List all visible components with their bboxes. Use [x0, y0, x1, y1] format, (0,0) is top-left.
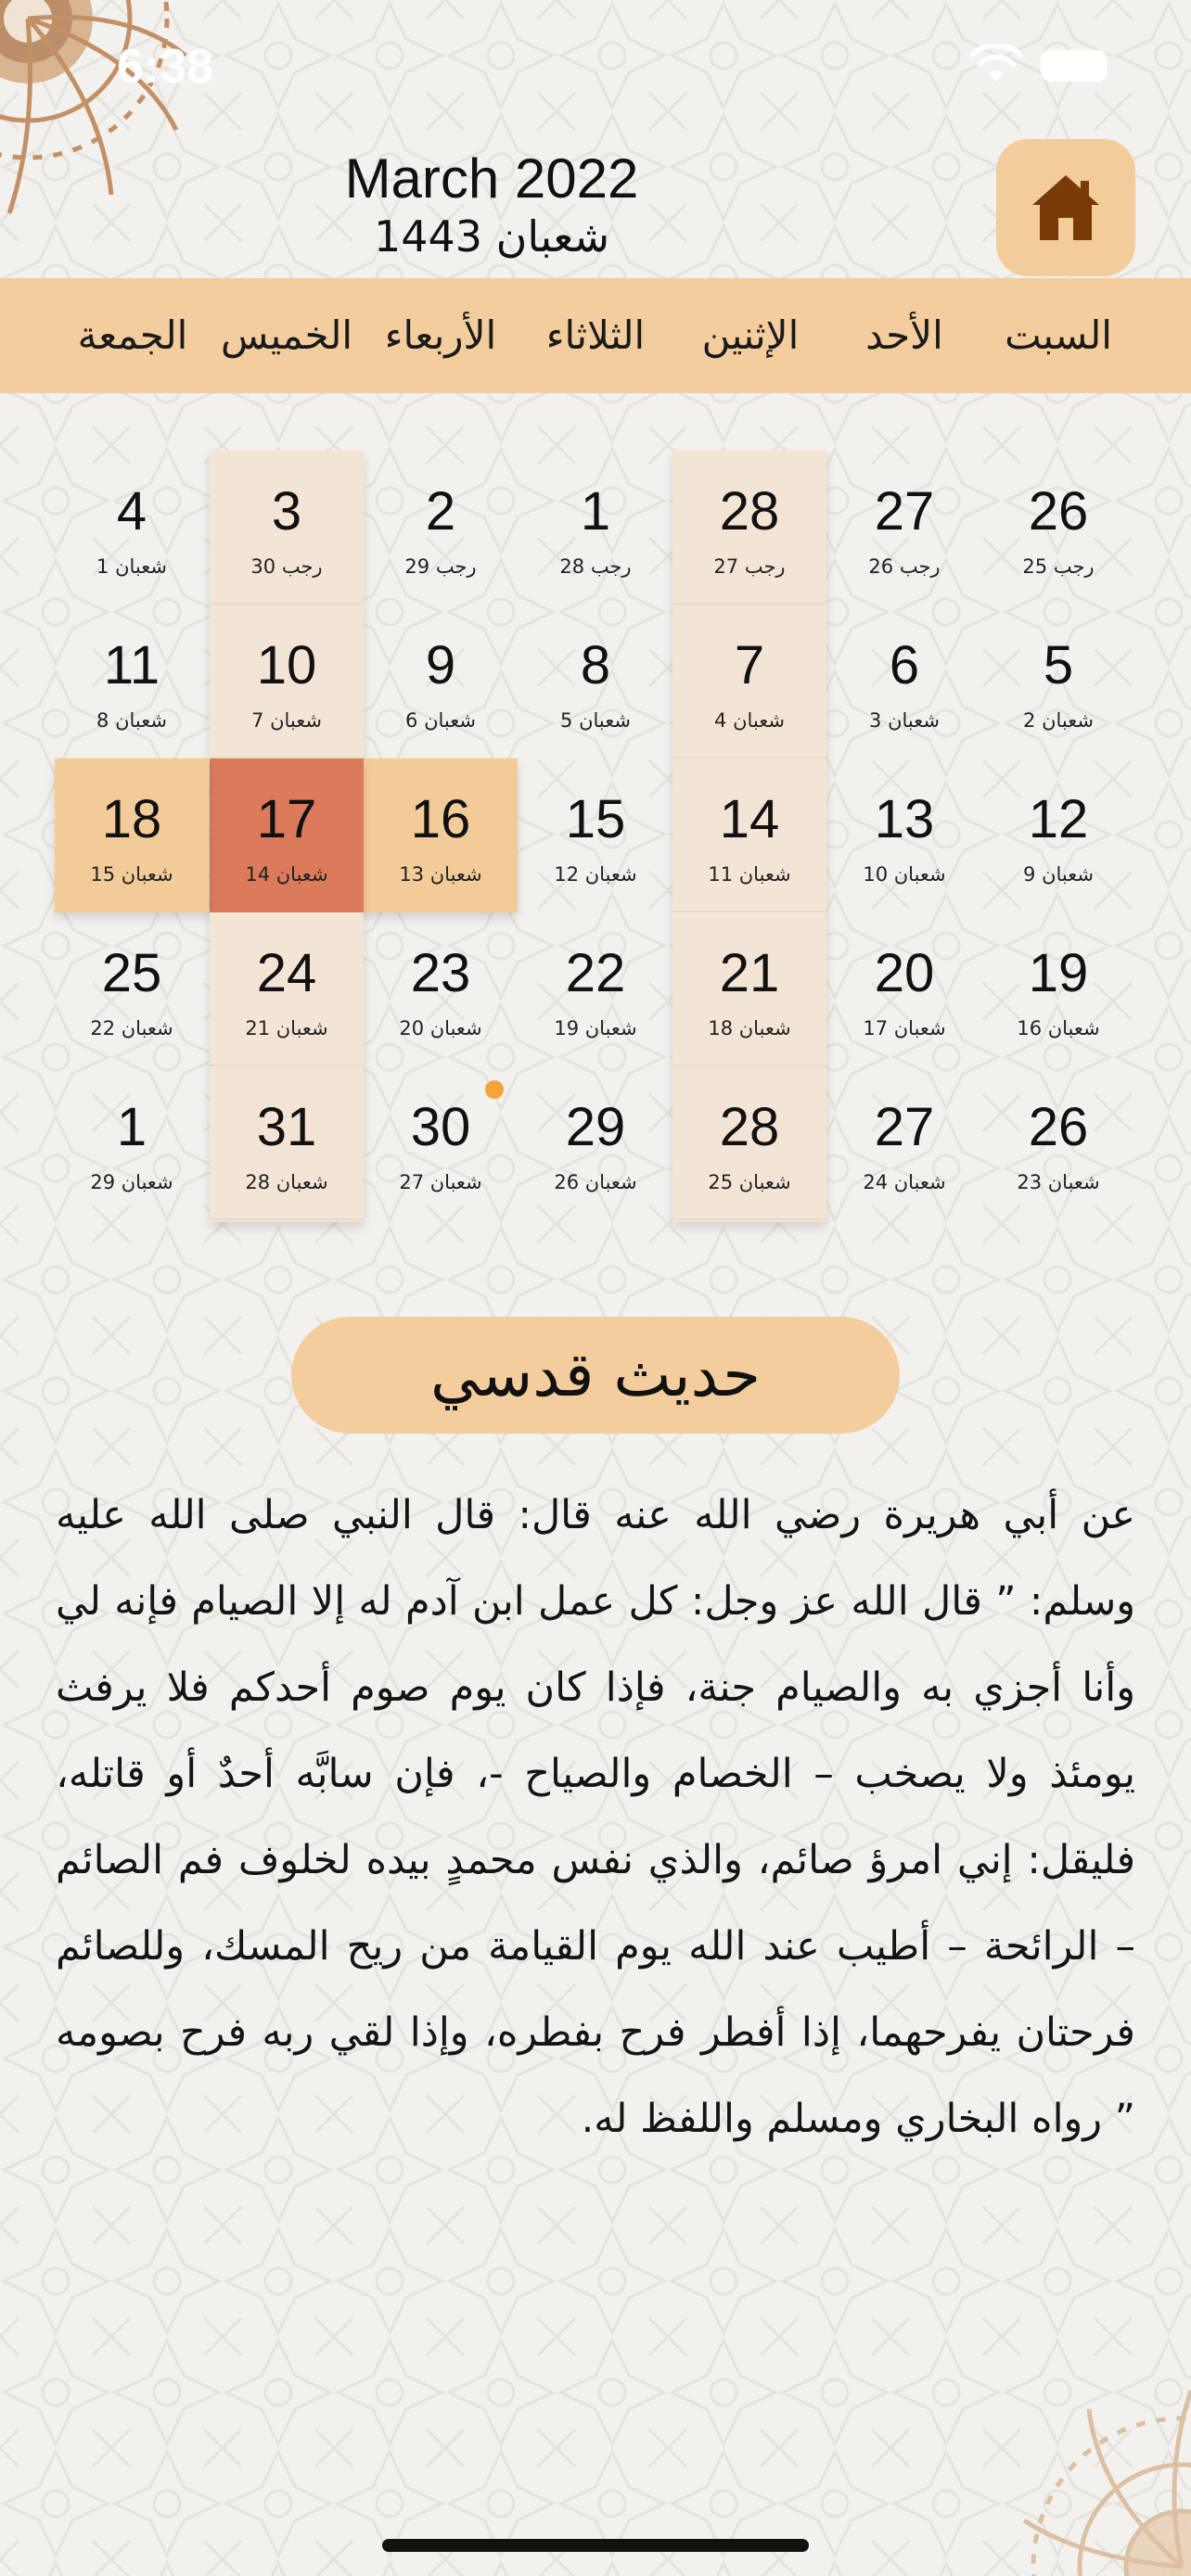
- day-cell[interactable]: [55, 605, 209, 759]
- day-cell[interactable]: [210, 605, 364, 759]
- hijri-day: 28 رجب: [559, 555, 632, 578]
- hijri-day: 29 شعبان: [90, 1171, 173, 1193]
- hadith-text: عن أبي هريرة رضي الله عنه قال: قال النبي صلى الله عليه وسلم: ” قال الله عز وجل: كل عمل ابن آدم له إلا الصيام فإنه لي وأنا أجزي به والصيام جنة، فإذا كان يوم صوم أحدكم فلا يرفث يومئذ ولا يصخب – الخصام والصياح -، فإن سابَّه أحدٌ أو قاتله، فليقل: إني امرؤ صائم، والذي نفس محمدٍ بيده لخلوف فم الصائم – الرائحة – أطيب عند الله يوم القيامة من ريح المسك، وللصائم فرحتان يفرحهما، إذا أفطر فرح بفطره، وإذا لقي ربه فرح بصومه ” رواه البخاري ومسلم واللفظ له.: [56, 1492, 1135, 2142]
- hijri-day: 1 شعبان: [96, 555, 167, 578]
- gregorian-day: 11: [103, 635, 160, 695]
- hijri-day: 19 شعبان: [554, 1017, 637, 1039]
- gregorian-day: 18: [101, 789, 162, 849]
- home-icon: [1031, 172, 1101, 244]
- gregorian-day: 19: [1028, 943, 1089, 1003]
- hijri-day: 18 شعبان: [708, 1017, 791, 1039]
- day-cell[interactable]: [981, 451, 1135, 605]
- gregorian-day: 26: [1028, 1097, 1089, 1157]
- weekday-sun: الأحد: [865, 312, 943, 358]
- day-cell[interactable]: [672, 451, 826, 605]
- hijri-day: 24 شعبان: [863, 1171, 946, 1193]
- hijri-month-title: شعبان 1443: [373, 211, 610, 261]
- gregorian-day: 31: [256, 1097, 317, 1157]
- weekday-sat: السبت: [1005, 312, 1112, 358]
- gregorian-day: 9: [425, 635, 456, 695]
- gregorian-day: 10: [256, 635, 317, 695]
- day-cell[interactable]: [827, 912, 981, 1066]
- gregorian-day: 29: [565, 1097, 626, 1157]
- weekday-fri: الجمعة: [77, 312, 188, 358]
- gregorian-day: 25: [101, 943, 162, 1003]
- gregorian-day: 20: [874, 943, 935, 1003]
- gregorian-day: 17: [256, 789, 317, 849]
- home-button[interactable]: [996, 139, 1135, 276]
- day-cell[interactable]: [519, 912, 672, 1066]
- corner-mandala-bottom-right: [950, 2335, 1191, 2576]
- gregorian-day: 28: [719, 481, 780, 542]
- gregorian-day: 28: [719, 1097, 780, 1157]
- battery-icon: [1041, 50, 1108, 82]
- day-cell-today[interactable]: [210, 759, 364, 912]
- day-cell[interactable]: [827, 759, 981, 912]
- gregorian-day: 30: [410, 1097, 471, 1157]
- wifi-icon: [970, 45, 1022, 85]
- day-cell[interactable]: [55, 1066, 209, 1220]
- hijri-day: 9 شعبان: [1023, 863, 1094, 886]
- gregorian-day: 27: [874, 481, 935, 542]
- gregorian-day: 8: [580, 635, 611, 695]
- day-cell[interactable]: [827, 1066, 981, 1220]
- status-time: 6:38: [117, 40, 214, 94]
- gregorian-day: 21: [719, 943, 780, 1003]
- day-cell[interactable]: [519, 759, 672, 912]
- hijri-day: 13 شعبان: [399, 863, 482, 886]
- hijri-day: 7 شعبان: [251, 709, 322, 732]
- gregorian-day: 16: [410, 789, 471, 849]
- day-cell[interactable]: [672, 759, 826, 912]
- day-cell[interactable]: [672, 912, 826, 1066]
- hijri-day: 16 شعبان: [1017, 1017, 1100, 1039]
- month-title: March 2022: [344, 147, 639, 210]
- gregorian-day: 27: [874, 1097, 935, 1157]
- day-cell[interactable]: [210, 912, 364, 1066]
- day-cell-highlighted[interactable]: [364, 759, 518, 912]
- event-marker-dot: [485, 1080, 504, 1099]
- gregorian-day: 22: [565, 943, 626, 1003]
- hijri-day: 29 رجب: [404, 555, 477, 578]
- status-bar: [0, 0, 1191, 130]
- weekday-header: [0, 278, 1191, 393]
- gregorian-day: 23: [410, 943, 471, 1003]
- hijri-day: 8 شعبان: [96, 709, 167, 732]
- weekday-mon: الإثنين: [701, 312, 800, 358]
- hijri-day: 2 شعبان: [1023, 709, 1094, 732]
- day-cell[interactable]: [672, 605, 826, 759]
- hijri-day: 27 شعبان: [399, 1171, 482, 1193]
- gregorian-day: 5: [1043, 635, 1074, 695]
- weekday-tue: الثلاثاء: [545, 312, 646, 358]
- gregorian-day: 12: [1028, 789, 1089, 849]
- hijri-day: 20 شعبان: [399, 1017, 482, 1039]
- hadith-title-pill: حديث قدسي: [291, 1317, 900, 1434]
- hijri-day: 25 رجب: [1022, 555, 1095, 578]
- hijri-day: 28 شعبان: [245, 1171, 328, 1193]
- home-indicator[interactable]: [382, 2539, 809, 2552]
- day-cell[interactable]: [981, 759, 1135, 912]
- hijri-day: 27 رجب: [713, 555, 786, 578]
- gregorian-day: 13: [874, 789, 935, 849]
- hijri-day: 23 شعبان: [1017, 1171, 1100, 1193]
- day-cell[interactable]: [672, 1066, 826, 1220]
- weekday-wed: الأربعاء: [384, 312, 497, 358]
- day-cell-highlighted[interactable]: [55, 759, 209, 912]
- hijri-day: 30 رجب: [250, 555, 323, 578]
- gregorian-day: 3: [271, 481, 302, 542]
- gregorian-day: 26: [1028, 481, 1089, 542]
- gregorian-day: 4: [116, 481, 147, 542]
- day-cell[interactable]: [981, 1066, 1135, 1220]
- weekday-thu: الخميس: [220, 312, 353, 358]
- day-cell[interactable]: [827, 451, 981, 605]
- hijri-day: 5 شعبان: [560, 709, 631, 732]
- hijri-day: 10 شعبان: [863, 863, 946, 886]
- hijri-day: 3 شعبان: [869, 709, 940, 732]
- gregorian-day: 14: [719, 789, 780, 849]
- gregorian-day: 7: [734, 635, 765, 695]
- day-cell[interactable]: [519, 451, 672, 605]
- gregorian-day: 15: [565, 789, 626, 849]
- day-cell[interactable]: [981, 605, 1135, 759]
- hijri-day: 12 شعبان: [554, 863, 637, 886]
- hijri-day: 15 شعبان: [90, 863, 173, 886]
- hijri-day: 6 شعبان: [405, 709, 476, 732]
- hijri-day: 22 شعبان: [90, 1017, 173, 1039]
- hijri-day: 25 شعبان: [708, 1171, 791, 1193]
- hijri-day: 21 شعبان: [245, 1017, 328, 1039]
- hijri-day: 11 شعبان: [708, 863, 791, 886]
- hijri-day: 4 شعبان: [714, 709, 785, 732]
- day-cell[interactable]: [55, 451, 209, 605]
- hijri-day: 17 شعبان: [863, 1017, 946, 1039]
- day-cell[interactable]: [364, 605, 518, 759]
- gregorian-day: 6: [889, 635, 920, 695]
- hijri-day: 26 شعبان: [554, 1171, 637, 1193]
- gregorian-day: 1: [580, 481, 611, 542]
- day-cell[interactable]: [364, 912, 518, 1066]
- day-cell[interactable]: [55, 912, 209, 1066]
- day-cell[interactable]: [519, 605, 672, 759]
- day-cell[interactable]: [210, 451, 364, 605]
- day-cell[interactable]: [210, 1066, 364, 1220]
- hijri-day: 14 شعبان: [245, 863, 328, 886]
- hijri-day: 26 رجب: [868, 555, 941, 578]
- gregorian-day: 2: [425, 481, 456, 542]
- day-cell[interactable]: [981, 912, 1135, 1066]
- day-cell[interactable]: [364, 451, 518, 605]
- gregorian-day: 1: [116, 1097, 147, 1157]
- day-cell[interactable]: [519, 1066, 672, 1220]
- gregorian-day: 24: [256, 943, 317, 1003]
- day-cell[interactable]: [827, 605, 981, 759]
